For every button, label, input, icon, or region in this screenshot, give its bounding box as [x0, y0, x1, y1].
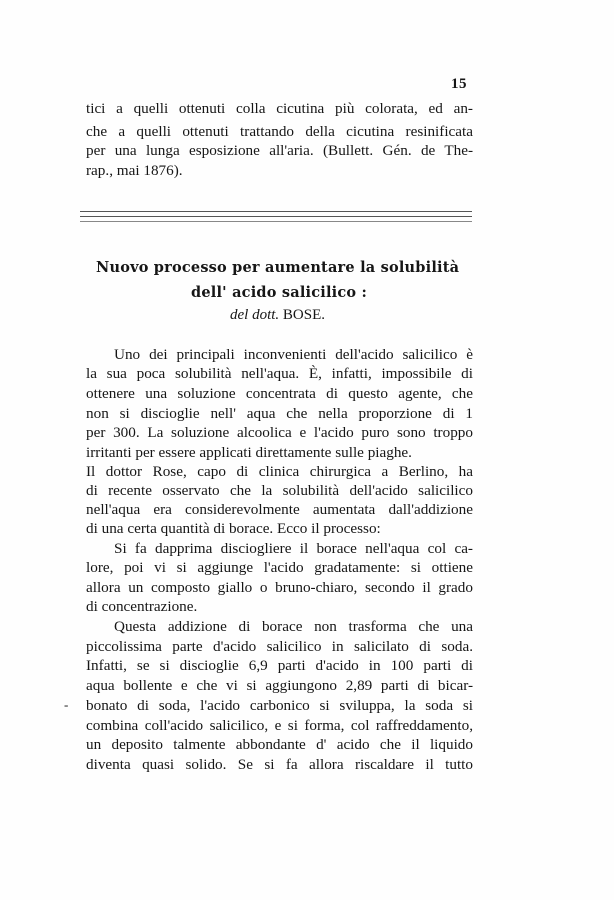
- body-line: la sua poca solubilità nell'aqua. È, infatti, impossibile di: [86, 365, 473, 382]
- body-line: non si discioglie nell' aqua che nella proporzione di 1: [86, 405, 473, 422]
- body-line: allora un composto giallo o bruno-chiaro, secondo il grado: [86, 579, 473, 596]
- intro-line: per una lunga esposizione all'aria. (Bullett. Gén. de The-: [86, 142, 473, 159]
- section-divider: [80, 211, 472, 212]
- section-divider: [80, 216, 472, 217]
- body-line: di concentrazione.: [86, 598, 198, 615]
- body-line: irritanti per essere applicati direttamente sulle piaghe.: [86, 444, 412, 461]
- body-line: Si fa dapprima disciogliere il borace nell'aqua col ca-: [114, 540, 473, 557]
- body-line: ottenere una soluzione concentrata di questo agente, che: [86, 385, 473, 402]
- body-line: Questa addizione di borace non trasforma che una: [114, 618, 473, 635]
- body-line: piccolissima parte d'acido salicilico in salicilato di soda.: [86, 638, 473, 655]
- body-line: un deposito talmente abbondante d' acido che il liquido: [86, 736, 473, 753]
- body-line: lore, poi vi si aggiunge l'acido gradatamente: si ottiene: [86, 559, 473, 576]
- body-line: diventa quasi solido. Se si fa allora riscaldare il tutto: [86, 756, 473, 773]
- page-number: 15: [451, 76, 467, 92]
- body-line: Il dottor Rose, capo di clinica chirurgica a Berlino, ha: [86, 463, 473, 480]
- body-line: per 300. La soluzione alcoolica e l'acido puro sono troppo: [86, 424, 473, 441]
- intro-line: rap., mai 1876).: [86, 162, 183, 179]
- body-line: Uno dei principali inconvenienti dell'acido salicilico è: [114, 346, 473, 363]
- author-prefix: del dott.: [230, 307, 280, 323]
- body-line: di recente osservato che la solubilità dell'acido salicilico: [86, 482, 473, 499]
- body-line: di una certa quantità di borace. Ecco il processo:: [86, 520, 381, 537]
- intro-line: che a quelli ottenuti trattando della cicutina resinificata: [86, 123, 473, 140]
- section-divider: [80, 221, 472, 222]
- article-author: [230, 307, 325, 324]
- margin-mark: -: [64, 697, 69, 712]
- body-line: nell'aqua era considerevolmente aumentata dall'addizione: [86, 501, 473, 518]
- author-name: BOSE.: [282, 307, 326, 323]
- intro-line: tici a quelli ottenuti colla cicutina più colorata, ed an-: [86, 100, 473, 117]
- body-line: Infatti, se si discioglie 6,9 parti d'acido in 100 parti di: [86, 657, 473, 674]
- article-title-line-1: Nuovo processo per aumentare la solubilità: [96, 259, 460, 276]
- body-line: combina coll'acido salicilico, e si forma, col raffreddamento,: [86, 717, 473, 734]
- body-line: aqua bollente e che vi si aggiungono 2,89 parti di bicar-: [86, 677, 473, 694]
- article-title-line-2: dell' acido salicilico :: [191, 284, 368, 301]
- body-line: bonato di soda, l'acido carbonico si sviluppa, la soda si: [86, 697, 473, 714]
